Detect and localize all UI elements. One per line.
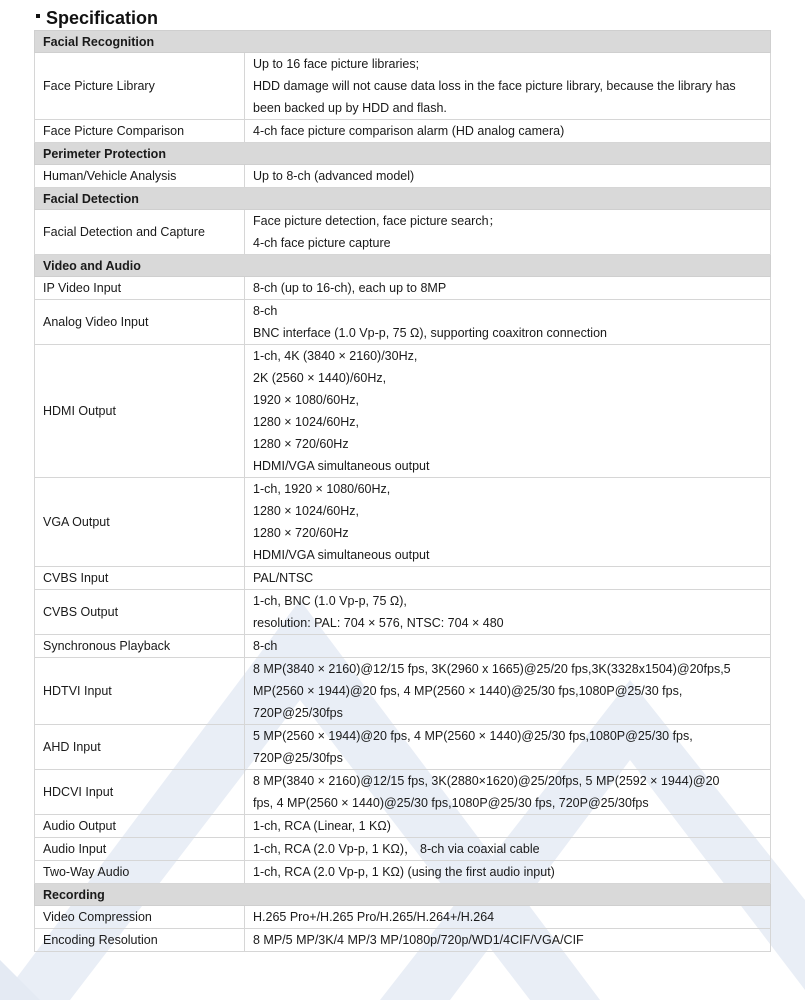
spec-key: Facial Detection and Capture xyxy=(35,210,245,255)
spec-row xyxy=(35,861,771,884)
spec-value-line: 8 MP(3840 × 2160)@12/15 fps, 3K(2960 x 1665)@25/20 fps,3K(3328x1504)@20fps,5 xyxy=(253,662,731,676)
spec-key: CVBS Input xyxy=(35,567,245,590)
spec-value-line: H.265 Pro+/H.265 Pro/H.265/H.264+/H.264 xyxy=(253,910,495,924)
spec-value-line: 1-ch, RCA (2.0 Vp-p, 1 KΩ)， 8-ch via coaxial cable xyxy=(253,842,540,856)
section-header-row xyxy=(35,188,771,210)
spec-row xyxy=(35,165,771,188)
spec-value-line: been backed up by HDD and flash. xyxy=(253,101,447,115)
spec-value-line: 1-ch, 4K (3840 × 2160)/30Hz, xyxy=(253,349,418,363)
section-header: Recording xyxy=(35,884,771,906)
spec-value xyxy=(245,300,771,345)
spec-value xyxy=(245,815,771,838)
spec-row xyxy=(35,590,771,635)
spec-value xyxy=(245,53,771,120)
bullet-icon xyxy=(36,14,40,18)
spec-value-line: Up to 8-ch (advanced model) xyxy=(253,169,415,183)
spec-value-line: 1280 × 720/60Hz xyxy=(253,526,349,540)
spec-row xyxy=(35,300,771,345)
spec-value-line: resolution: PAL: 704 × 576, NTSC: 704 × 480 xyxy=(253,616,504,630)
spec-value-line: 8-ch xyxy=(253,639,278,653)
spec-value-line: 8 MP/5 MP/3K/4 MP/3 MP/1080p/720p/WD1/4CIF/VGA/CIF xyxy=(253,933,584,947)
spec-value-line: PAL/NTSC xyxy=(253,571,314,585)
spec-row xyxy=(35,345,771,478)
spec-key: HDCVI Input xyxy=(35,770,245,815)
spec-row xyxy=(35,120,771,143)
spec-value xyxy=(245,929,771,952)
spec-row xyxy=(35,567,771,590)
spec-value-line: MP(2560 × 1944)@20 fps, 4 MP(2560 × 1440)@25/30 fps,1080P@25/30 fps, xyxy=(253,684,683,698)
spec-key: Human/Vehicle Analysis xyxy=(35,165,245,188)
spec-key: VGA Output xyxy=(35,478,245,567)
spec-value-line: 1-ch, BNC (1.0 Vp-p, 75 Ω), xyxy=(253,594,407,608)
section-header: Perimeter Protection xyxy=(35,143,771,165)
section-header-row xyxy=(35,143,771,165)
spec-value xyxy=(245,838,771,861)
spec-value-line: 4-ch face picture comparison alarm (HD analog camera) xyxy=(253,124,565,138)
spec-key: Audio Input xyxy=(35,838,245,861)
spec-row xyxy=(35,277,771,300)
spec-row xyxy=(35,815,771,838)
spec-value xyxy=(245,906,771,929)
spec-key: Face Picture Library xyxy=(35,53,245,120)
section-header-row xyxy=(35,255,771,277)
spec-key: Video Compression xyxy=(35,906,245,929)
page-title: Specification xyxy=(46,8,159,28)
spec-value-line: 1-ch, RCA (Linear, 1 KΩ) xyxy=(253,819,391,833)
spec-key: HDTVI Input xyxy=(35,658,245,725)
spec-key: Two-Way Audio xyxy=(35,861,245,884)
spec-row xyxy=(35,838,771,861)
spec-value xyxy=(245,345,771,478)
spec-value-line: 1280 × 720/60Hz xyxy=(253,437,349,451)
section-header: Facial Recognition xyxy=(35,31,771,53)
spec-row xyxy=(35,53,771,120)
spec-value-line: fps, 4 MP(2560 × 1440)@25/30 fps,1080P@25/30 fps, 720P@25/30fps xyxy=(253,796,649,810)
specification-section xyxy=(34,6,770,952)
specification-heading xyxy=(34,6,770,30)
spec-row xyxy=(35,210,771,255)
spec-row xyxy=(35,635,771,658)
section-header: Facial Detection xyxy=(35,188,771,210)
spec-key: Encoding Resolution xyxy=(35,929,245,952)
spec-key: Face Picture Comparison xyxy=(35,120,245,143)
section-header: Video and Audio xyxy=(35,255,771,277)
spec-row xyxy=(35,929,771,952)
spec-key: Audio Output xyxy=(35,815,245,838)
spec-value xyxy=(245,725,771,770)
spec-value-line: 8 MP(3840 × 2160)@12/15 fps, 3K(2880×1620)@25/20fps, 5 MP(2592 × 1944)@20 xyxy=(253,774,720,788)
spec-value xyxy=(245,590,771,635)
spec-value-line: 1-ch, RCA (2.0 Vp-p, 1 KΩ) (using the first audio input) xyxy=(253,865,555,879)
spec-value xyxy=(245,567,771,590)
spec-value xyxy=(245,120,771,143)
spec-value-line: 1-ch, 1920 × 1080/60Hz, xyxy=(253,482,391,496)
spec-key: Synchronous Playback xyxy=(35,635,245,658)
spec-row xyxy=(35,658,771,725)
spec-value-line: HDMI/VGA simultaneous output xyxy=(253,459,430,473)
spec-value-line: 8-ch (up to 16-ch), each up to 8MP xyxy=(253,281,447,295)
spec-value-line: BNC interface (1.0 Vp-p, 75 Ω), supporting coaxitron connection xyxy=(253,326,607,340)
section-header-row xyxy=(35,31,771,53)
spec-key: CVBS Output xyxy=(35,590,245,635)
spec-value-line: 1280 × 1024/60Hz, xyxy=(253,415,359,429)
spec-value-line: 720P@25/30fps xyxy=(253,706,343,720)
spec-value-line: 2K (2560 × 1440)/60Hz, xyxy=(253,371,387,385)
spec-key: HDMI Output xyxy=(35,345,245,478)
spec-value-line: 1280 × 1024/60Hz, xyxy=(253,504,359,518)
spec-value-line: 4-ch face picture capture xyxy=(253,236,391,250)
spec-value xyxy=(245,658,771,725)
spec-table xyxy=(34,30,771,952)
spec-key: AHD Input xyxy=(35,725,245,770)
spec-row xyxy=(35,906,771,929)
spec-key: Analog Video Input xyxy=(35,300,245,345)
spec-value xyxy=(245,478,771,567)
spec-row xyxy=(35,770,771,815)
spec-value xyxy=(245,635,771,658)
spec-row xyxy=(35,478,771,567)
spec-value xyxy=(245,861,771,884)
spec-value xyxy=(245,165,771,188)
spec-value xyxy=(245,770,771,815)
spec-value-line: HDD damage will not cause data loss in the face picture library, because the library has xyxy=(253,79,736,93)
spec-value-line: 1920 × 1080/60Hz, xyxy=(253,393,359,407)
spec-value-line: Face picture detection, face picture search； xyxy=(253,214,502,228)
spec-key: IP Video Input xyxy=(35,277,245,300)
spec-value xyxy=(245,277,771,300)
spec-value-line: 5 MP(2560 × 1944)@20 fps, 4 MP(2560 × 1440)@25/30 fps,1080P@25/30 fps, xyxy=(253,729,693,743)
section-header-row xyxy=(35,884,771,906)
spec-value-line: Up to 16 face picture libraries; xyxy=(253,57,420,71)
spec-value-line: 720P@25/30fps xyxy=(253,751,343,765)
spec-value xyxy=(245,210,771,255)
spec-value-line: 8-ch xyxy=(253,304,278,318)
spec-value-line: HDMI/VGA simultaneous output xyxy=(253,548,430,562)
spec-row xyxy=(35,725,771,770)
